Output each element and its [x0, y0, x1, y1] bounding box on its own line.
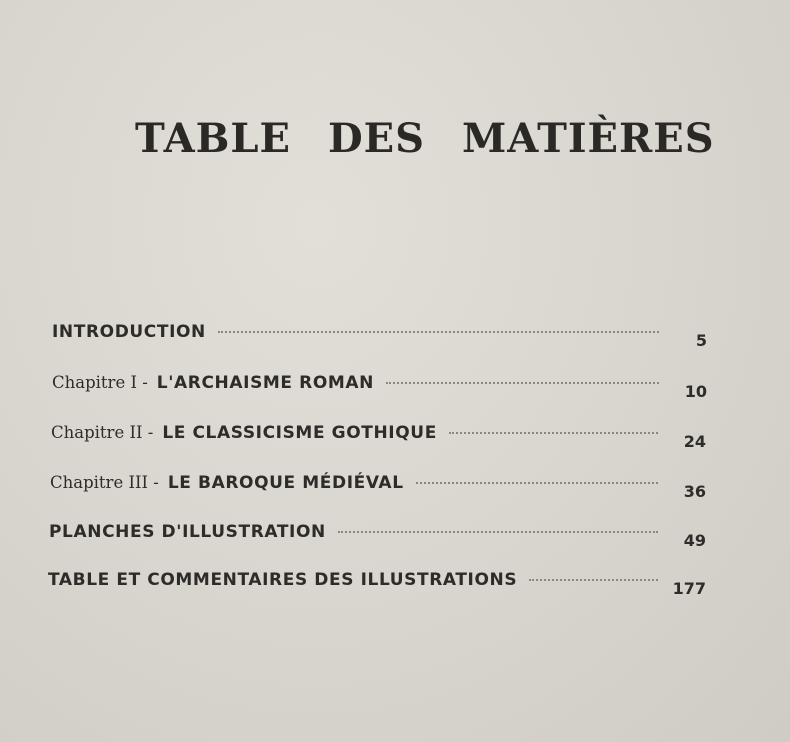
- toc-entry-chapter-1: [52, 373, 707, 401]
- page-title: TABLE DES MATIÈRES: [135, 114, 715, 162]
- toc-entry-chapter-3: [50, 473, 706, 501]
- toc-page-number: 49: [683, 531, 706, 550]
- dot-leader: [449, 432, 658, 434]
- toc-page-number: 24: [683, 432, 706, 451]
- toc-entry-planches: [49, 522, 706, 550]
- chapter-prefix: Chapitre I -: [52, 373, 148, 392]
- toc-entry-label: TABLE ET COMMENTAIRES DES ILLUSTRATIONS: [48, 570, 518, 590]
- toc-entry-label: LE BAROQUE MÉDIÉVAL: [167, 473, 404, 493]
- dot-leader: [416, 482, 658, 484]
- toc-entry-label: L'ARCHAISME ROMAN: [156, 373, 375, 393]
- toc-entry-label: LE CLASSICISME GOTHIQUE: [162, 423, 437, 443]
- toc-entry-table-commentaires: [48, 570, 706, 598]
- toc-entry-label: PLANCHES D'ILLUSTRATION: [49, 522, 326, 542]
- toc-page-number: 177: [672, 579, 706, 598]
- toc-entry-chapter-2: [51, 423, 706, 451]
- dot-leader: [338, 531, 658, 533]
- toc-page-number: 36: [683, 482, 706, 501]
- dot-leader: [386, 382, 659, 384]
- chapter-prefix: Chapitre II -: [51, 423, 154, 442]
- toc-page-number: 10: [684, 382, 707, 401]
- toc-page-number: 5: [695, 331, 707, 350]
- toc-entry-introduction: [52, 322, 707, 350]
- toc-entry-label: INTRODUCTION: [52, 322, 206, 342]
- dot-leader: [529, 579, 658, 581]
- chapter-prefix: Chapitre III -: [50, 473, 159, 492]
- dot-leader: [218, 331, 659, 333]
